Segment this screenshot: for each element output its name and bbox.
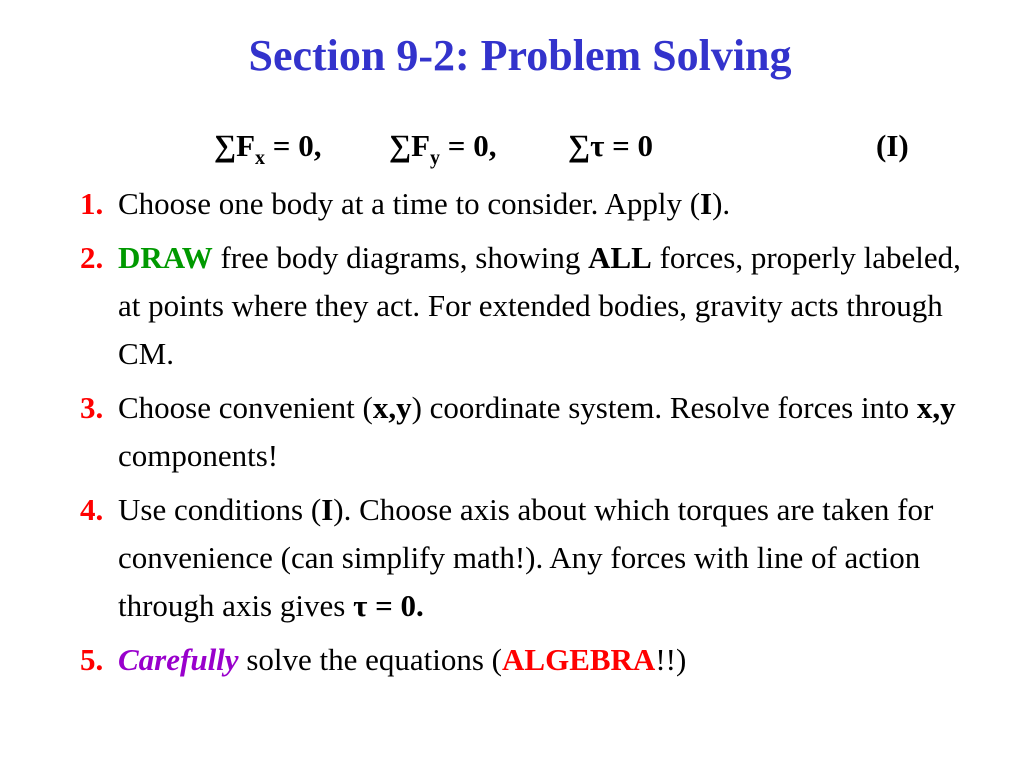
step-4-text-a: Use conditions (	[118, 492, 322, 527]
step-4-number: 4.	[80, 492, 104, 527]
step-5-text-b: !!)	[655, 642, 687, 677]
step-5-red-highlight: ALGEBRA	[502, 642, 656, 677]
step-1-number: 1.	[80, 186, 104, 221]
equilibrium-equations	[0, 126, 1024, 176]
sum-fy-subscript: y	[430, 147, 441, 169]
step-1	[80, 180, 980, 228]
equation-label: (I)	[876, 128, 909, 163]
step-2-text-b: forces, properly labeled, at points where they act. For extended bodies, gravity acts through CM.	[118, 240, 961, 371]
sum-fx-subscript: x	[255, 147, 266, 169]
step-2-text-a: free body diagrams, showing	[212, 240, 589, 275]
step-5	[80, 636, 980, 684]
step-1-bold-a: I	[700, 186, 713, 221]
step-2-bold-a: ALL	[588, 240, 652, 275]
step-3-text-b: ) coordinate system. Resolve forces into	[411, 390, 917, 425]
step-4	[80, 486, 980, 630]
step-3-text-c: components!	[118, 438, 279, 473]
step-4-bold-b: τ = 0.	[353, 588, 424, 623]
sum-fx-symbol: ∑F	[214, 128, 256, 163]
step-3-bold-a: x,y	[372, 390, 412, 425]
slide-title: Section 9-2: Problem Solving	[248, 31, 792, 80]
step-4-bold-a: I	[321, 492, 334, 527]
sum-fy-symbol: ∑F	[389, 128, 431, 163]
step-2-number: 2.	[80, 240, 104, 275]
steps-list	[80, 180, 980, 690]
step-5-number: 5.	[80, 642, 104, 677]
step-5-highlight: Carefully	[118, 642, 239, 677]
step-1-text-b: ).	[712, 186, 731, 221]
step-3	[80, 384, 980, 480]
sum-torque-equation: ∑τ = 0	[568, 128, 654, 163]
step-5-text-a: solve the equations (	[238, 642, 503, 677]
step-3-text-a: Choose convenient (	[118, 390, 373, 425]
sum-fx-value: = 0,	[265, 128, 322, 163]
step-2-highlight: DRAW	[118, 240, 213, 275]
sum-fy-value: = 0,	[440, 128, 497, 163]
sum-fx-equation	[214, 126, 321, 170]
step-1-text-a: Choose one body at a time to consider. Apply (	[118, 186, 701, 221]
step-3-number: 3.	[80, 390, 104, 425]
step-2	[80, 234, 980, 378]
sum-fy-equation	[389, 126, 496, 170]
step-4-text-b: ). Choose axis about which torques are taken for convenience (can simplify math!). Any forces with line of action through axis gives	[118, 492, 934, 623]
step-3-bold-b: x,y	[916, 390, 956, 425]
